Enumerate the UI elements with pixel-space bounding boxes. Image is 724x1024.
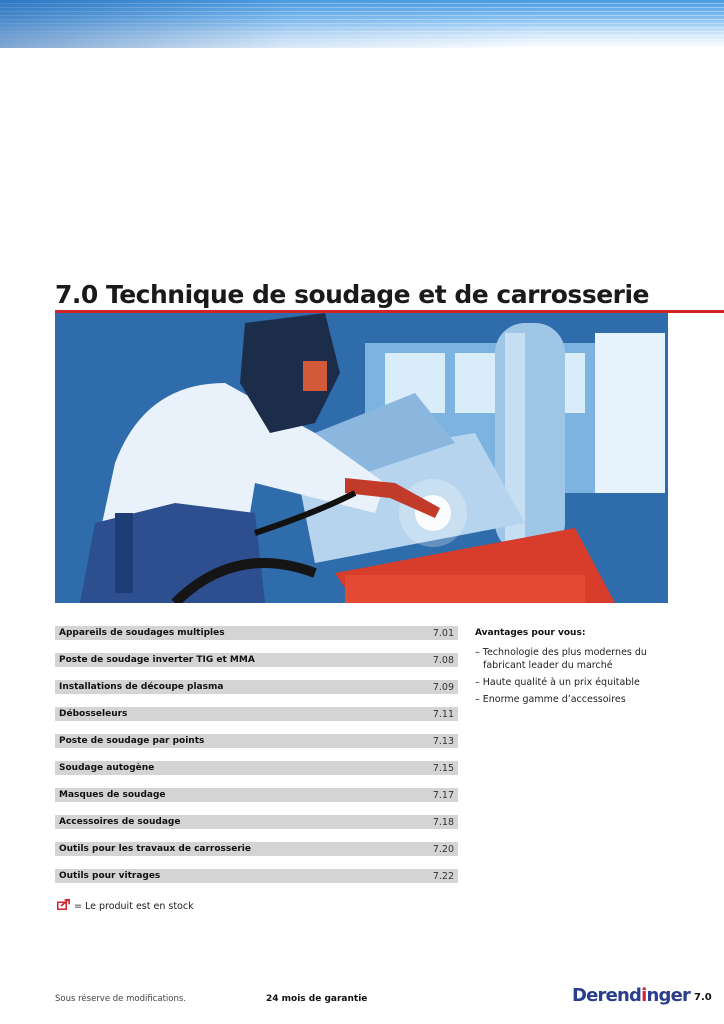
page-title: 7.0 Technique de soudage et de carrosserie [55, 280, 650, 309]
logo-text-part: nger [646, 985, 691, 1006]
header-band [0, 0, 724, 48]
derendinger-logo [572, 985, 690, 1006]
advantages-box [475, 626, 675, 710]
toc-row[interactable] [55, 707, 458, 721]
toc-row[interactable] [55, 815, 458, 829]
stock-arrow-icon [57, 899, 70, 913]
toc-page: 7.11 [432, 708, 454, 720]
toc-row[interactable] [55, 680, 458, 694]
stock-legend-text: = Le produit est en stock [74, 900, 194, 912]
toc-label: Outils pour vitrages [59, 871, 161, 881]
stock-legend [57, 899, 194, 913]
page-number: 7.0 [694, 992, 712, 1003]
toc-label: Outils pour les travaux de carrosserie [59, 844, 251, 854]
toc-row[interactable] [55, 842, 458, 856]
toc-page: 7.22 [432, 870, 454, 882]
toc-label: Débosseleurs [59, 709, 128, 719]
toc-label: Masques de soudage [59, 790, 166, 800]
advantage-item: – Enorme gamme d’accessoires [475, 694, 626, 705]
toc-label: Poste de soudage inverter TIG et MMA [59, 655, 255, 665]
toc-label: Soudage autogène [59, 763, 155, 773]
toc-row[interactable] [55, 734, 458, 748]
advantage-item: – Haute qualité à un prix équitable [475, 677, 640, 688]
toc-page: 7.08 [432, 654, 454, 666]
toc-label: Installations de découpe plasma [59, 682, 224, 692]
toc-label: Accessoires de soudage [59, 817, 181, 827]
toc-page: 7.15 [432, 762, 454, 774]
welder-photo [55, 313, 668, 603]
footer-warranty: 24 mois de garantie [266, 994, 368, 1004]
footer-note: Sous réserve de modifications. [55, 994, 186, 1004]
toc-page: 7.01 [432, 627, 454, 639]
logo-text-part: Derend [572, 985, 642, 1006]
toc-page: 7.18 [432, 816, 454, 828]
toc-row[interactable] [55, 761, 458, 775]
contents-list [55, 626, 458, 896]
toc-page: 7.09 [432, 681, 454, 693]
toc-label: Poste de soudage par points [59, 736, 205, 746]
advantages-title: Avantages pour vous: [475, 628, 586, 638]
toc-row[interactable] [55, 788, 458, 802]
toc-page: 7.13 [432, 735, 454, 747]
toc-page: 7.17 [432, 789, 454, 801]
toc-row[interactable] [55, 653, 458, 667]
toc-row[interactable] [55, 869, 458, 883]
advantage-item: – Technologie des plus modernes du fabricant leader du marché [475, 647, 647, 671]
logo-text-accent: i [641, 985, 647, 1006]
toc-label: Appareils de soudages multiples [59, 628, 225, 638]
toc-row[interactable] [55, 626, 458, 640]
toc-page: 7.20 [432, 843, 454, 855]
